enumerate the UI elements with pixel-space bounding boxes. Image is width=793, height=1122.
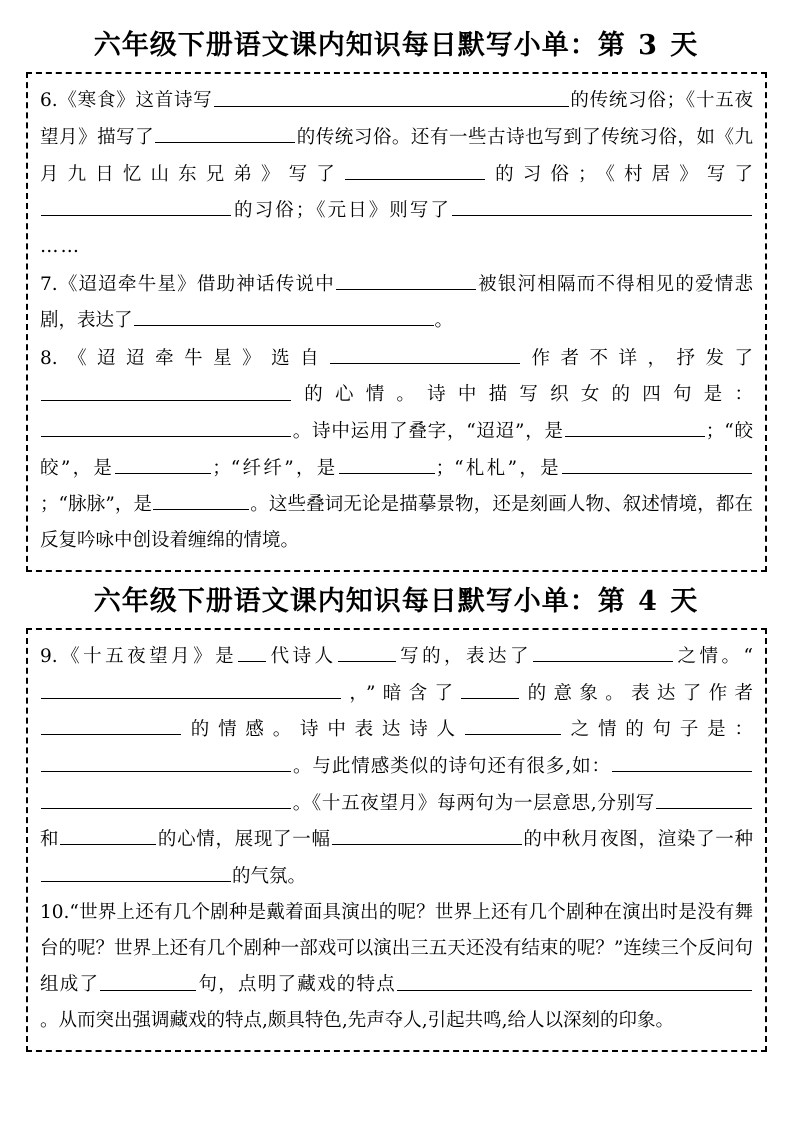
- answer-blank[interactable]: [345, 156, 485, 180]
- question-text: 10.“世界上还有几个剧种是戴着面具演出的呢？世界上还有几个剧种在演出时是没有舞台的呢？世界上还有几个剧种一部戏可以演出三五天还没有结束的呢？”连续三个反问句组成了: [40, 902, 753, 996]
- question-text: 的情感。诗中表达诗人: [182, 719, 464, 741]
- answer-blank[interactable]: [336, 266, 476, 290]
- question-text: 的习俗；《元日》则写了: [232, 200, 451, 222]
- question-text: ；“纤纤”，是: [212, 457, 338, 479]
- question-text: 。从而突出强调藏戏的特点,颇具特色,先声夺人,引起共鸣,给人以深刻的印象。: [40, 1010, 675, 1032]
- section-title-day3: [26, 22, 767, 72]
- question-text: 7.《迢迢牵牛星》借助神话传说中: [40, 273, 335, 295]
- section-day3: [26, 22, 767, 572]
- question-text: 代诗人: [267, 646, 337, 668]
- answer-blank[interactable]: [41, 376, 291, 400]
- question-text: ；“皎皎”，是: [40, 421, 753, 479]
- question-text: 之情的句子是：: [561, 719, 753, 741]
- question-text: 的习俗；《村居》写了: [485, 163, 753, 185]
- question-text: ；“札札”，是: [435, 457, 562, 479]
- question-text: 的心情。诗中描写织女的四句是：: [292, 384, 753, 406]
- question-text: 的传统习俗；《十五夜望月》描写了: [40, 90, 753, 149]
- answer-blank[interactable]: [134, 302, 434, 326]
- section-title-day: 第 4 天: [597, 585, 700, 617]
- question-text: ，”暗含了: [342, 682, 461, 704]
- question-q6: [40, 82, 753, 264]
- answer-blank[interactable]: [100, 966, 196, 990]
- question-text: 的传统习俗。还有一些古诗也写到了传统习俗，如《九月九日忆山东兄弟》写了: [40, 127, 753, 185]
- question-text: 6.《寒食》这首诗写: [40, 90, 213, 112]
- question-text: 的气氛。: [232, 865, 307, 887]
- answer-blank[interactable]: [562, 450, 752, 474]
- question-q7: [40, 266, 753, 339]
- answer-blank[interactable]: [656, 785, 752, 809]
- answer-blank[interactable]: [41, 785, 291, 809]
- section-title-main: 六年级下册语文课内知识每日默写小单：: [93, 585, 598, 617]
- question-text: 和: [40, 829, 60, 851]
- answer-blank[interactable]: [338, 638, 396, 662]
- answer-blank[interactable]: [330, 340, 520, 364]
- answer-blank[interactable]: [565, 413, 705, 437]
- question-q9: [40, 638, 753, 894]
- answer-blank[interactable]: [397, 966, 752, 990]
- answer-blank[interactable]: [41, 675, 341, 699]
- section-day4: [26, 578, 767, 1052]
- question-text: 。与此情感类似的诗句还有很多,如：: [292, 756, 611, 777]
- answer-blank[interactable]: [465, 711, 561, 735]
- question-text: ；“脉脉”，是: [40, 494, 153, 516]
- answer-blank[interactable]: [612, 748, 752, 772]
- answer-blank[interactable]: [41, 192, 231, 216]
- question-q8: [40, 340, 753, 559]
- answer-blank[interactable]: [339, 450, 435, 474]
- question-text: 的心情，展现了一幅: [157, 829, 331, 851]
- question-text: 。: [434, 310, 454, 332]
- section-title-day: 第 3 天: [597, 30, 700, 61]
- answer-blank[interactable]: [153, 486, 249, 510]
- question-text: 。这些叠词无论是描摹景物，还是刻画人物、叙述情境，都在反复吟咏中创设着缠绵的情境。: [40, 494, 753, 551]
- ellipsis: ……: [40, 236, 81, 257]
- answer-blank[interactable]: [155, 119, 295, 143]
- question-q10: [40, 895, 753, 1038]
- answer-blank[interactable]: [41, 748, 291, 772]
- answer-blank[interactable]: [60, 821, 156, 845]
- question-text: 9.《十五夜望月》是: [40, 646, 238, 668]
- question-text: 8.《迢迢牵牛星》选自: [40, 347, 330, 369]
- section-title-day4: [26, 578, 767, 628]
- question-text: 。诗中运用了叠字，“迢迢”，是: [292, 421, 564, 443]
- answer-blank[interactable]: [214, 82, 569, 106]
- question-text: 的中秋月夜图，渲染了一种: [522, 829, 753, 851]
- question-text: 之情。“: [674, 646, 753, 668]
- answer-blank[interactable]: [41, 413, 291, 437]
- answer-blank[interactable]: [461, 675, 519, 699]
- question-text: 。《十五夜望月》每两句为一层意思,分别写: [292, 792, 655, 814]
- answer-blank[interactable]: [332, 821, 522, 845]
- answer-blank[interactable]: [533, 638, 673, 662]
- answer-blank[interactable]: [115, 450, 211, 474]
- question-text: 写的，表达了: [396, 646, 533, 668]
- answer-blank[interactable]: [452, 192, 752, 216]
- question-text: 句，点明了藏戏的特点: [197, 974, 396, 996]
- answer-blank[interactable]: [238, 638, 266, 662]
- question-text: 的意象。表达了作者: [520, 682, 753, 704]
- answer-blank[interactable]: [41, 711, 181, 735]
- question-box-day4: [26, 628, 767, 1052]
- answer-blank[interactable]: [41, 858, 231, 882]
- question-box-day3: [26, 72, 767, 571]
- section-title-main: 六年级下册语文课内知识每日默写小单：: [93, 30, 598, 61]
- question-text: 作者不详，抒发了: [521, 347, 753, 369]
- question-text: 被银河相隔而不得相见的爱情悲剧，表达了: [40, 273, 753, 332]
